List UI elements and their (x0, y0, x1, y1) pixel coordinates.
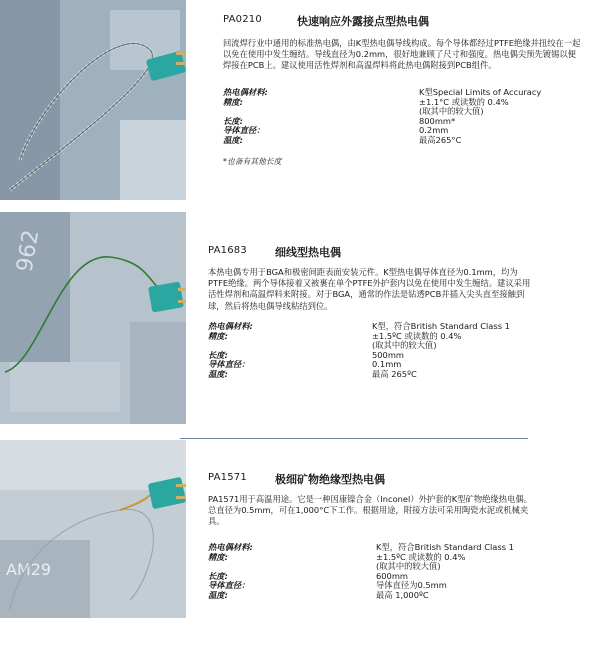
spec-value: 最高 265ºC (372, 368, 417, 379)
thermocouple-image (0, 212, 186, 424)
product-description: 本热电偶专用于BGA和极密间距表面安装元件。K型热电偶导体直径为0.1mm，均为PTFE绝缘。两个导体接着又被裹在单个PTFE外护套内以免在使用中发生缠结。建议采用活性焊剂和高温焊料来附接。对于BGA，通常的作法是钻透PCB并插入尖头直至接触到球，然后将热电偶导线粘结到位。 (208, 267, 531, 311)
spec-value: K型Special Limits of Accuracy (419, 87, 542, 97)
spec-row (223, 98, 541, 108)
spec-value: 600mm (376, 570, 409, 581)
spec-value: (取其中的较大值) (419, 106, 484, 117)
spec-label: 长度: (208, 349, 228, 360)
product-title: 快速响应外露接点型热电偶 (297, 15, 429, 28)
spec-label: 热电偶材料: (208, 542, 253, 552)
spec-row (208, 341, 510, 351)
spec-row (208, 322, 510, 332)
spec-row (208, 543, 514, 553)
spec-label: 热电偶材料: (208, 321, 253, 331)
chip-text: 962 (12, 228, 45, 274)
product-section-pa1683 (0, 212, 603, 427)
spec-row (223, 117, 541, 127)
spec-row (223, 126, 541, 136)
spec-label (208, 341, 372, 351)
spec-label: 温度: (208, 368, 228, 379)
chip-text: AM29 (6, 560, 52, 579)
section-divider (180, 438, 528, 439)
spec-label (208, 562, 376, 572)
spec-row (208, 591, 514, 601)
spec-value: 0.1mm (372, 359, 402, 370)
spec-row (208, 332, 510, 342)
spec-row (208, 351, 510, 361)
spec-label: 导体直径： (223, 125, 265, 136)
spec-value: (取其中的较大值) (376, 561, 441, 572)
product-title: 细线型热电偶 (275, 246, 341, 259)
spec-value: ±1.5ºC 或读数的 0.4% (376, 551, 466, 562)
spec-row (208, 581, 514, 591)
product-description: 回流焊行业中通用的标准热电偶，由K型热电偶导线构成。每个导体都经过PTFE绝缘并扭绞在一起以免在使用中发生缠结。导线直径为0.2mm，很好地兼顾了尺寸和强度。热电偶尖预先镀锡以便焊接在PCB上。建议使用活性焊剂和高温焊料将此热电偶附接到PCB组件。 (223, 38, 581, 71)
spec-label (223, 107, 419, 117)
spec-list (208, 322, 510, 380)
spec-label: 热电偶材料: (223, 87, 268, 97)
product-code: PA1571 (208, 472, 247, 483)
spec-label: 温度: (223, 134, 243, 145)
spec-label: 导体直径： (208, 580, 250, 591)
spec-label: 导体直径： (208, 359, 250, 370)
product-photo-pa1571 (0, 440, 186, 618)
product-description: PA1571用于高温用途。它是一种因康镍合金（Inconel）外护套的K型矿物绝缘热电偶。总直径为0.5mm，可在1,000°C下工作。根据用途，附接方法可采用陶瓷水泥或机械夹具。 (208, 494, 532, 527)
product-code: PA0210 (223, 14, 262, 25)
spec-row (208, 572, 514, 582)
thermocouple-image (0, 0, 186, 200)
product-section-pa1571 (0, 440, 603, 648)
spec-label: 长度: (223, 115, 243, 126)
spec-value: K型，符合British Standard Class 1 (376, 542, 514, 552)
spec-row (223, 136, 541, 146)
product-photo-pa0210 (0, 0, 186, 200)
spec-label: 精度: (223, 96, 243, 107)
spec-value: ±1.1°C 或读数的 0.4% (419, 96, 509, 107)
spec-row (208, 562, 514, 572)
spec-value: 导体直径为0.5mm (376, 580, 447, 591)
spec-label: 温度: (208, 589, 228, 600)
spec-row (208, 370, 510, 380)
spec-list (208, 543, 514, 601)
thermocouple-image (0, 440, 186, 618)
product-photo-pa1683 (0, 212, 186, 424)
spec-value: 0.2mm (419, 125, 449, 136)
spec-label: 精度: (208, 551, 228, 562)
spec-value: 最高 1,000ºC (376, 589, 429, 600)
spec-label: 精度: (208, 330, 228, 341)
spec-value: 800mm* (419, 115, 456, 126)
spec-value: K型，符合British Standard Class 1 (372, 321, 510, 331)
footnote: *也备有其他长度 (223, 157, 282, 166)
product-section-pa0210 (0, 0, 603, 205)
product-code: PA1683 (208, 245, 247, 256)
spec-value: (取其中的较大值) (372, 340, 437, 351)
spec-value: 最高265°C (419, 134, 462, 145)
product-title: 极细矿物绝缘型热电偶 (275, 473, 385, 486)
spec-row (208, 360, 510, 370)
spec-label: 长度: (208, 570, 228, 581)
spec-value: 500mm (372, 349, 405, 360)
spec-list (223, 88, 541, 146)
spec-row (223, 107, 541, 117)
spec-value: ±1.5ºC 或读数的 0.4% (372, 330, 462, 341)
spec-row (208, 553, 514, 563)
